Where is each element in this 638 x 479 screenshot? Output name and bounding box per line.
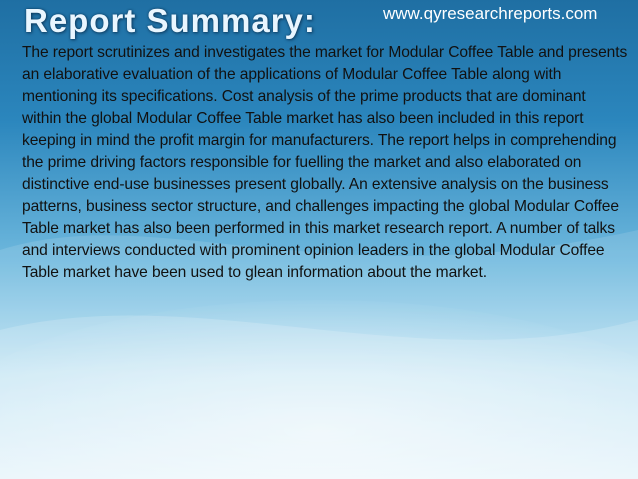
slide-title: Report Summary: <box>24 2 316 39</box>
website-url: www.qyresearchreports.com <box>383 4 598 23</box>
report-summary-text: The report scrutinizes and investigates the market for Modular Coffee Table and presents an elaborative evaluation of the applications of Modular Coffee Table along with mentioning its specifications. Cost analysis of the prime products that are dominant within the global Modular Coffee Table market has also been included in this report keeping in mind the profit margin for manufacturers. The report helps in comprehending the prime driving factors responsible for fuelling the market and also elaborated on distinctive end-use businesses present globally. An extensive analysis on the business patterns, business sector structure, and challenges impacting the global Modular Coffee Table market has also been performed in this market research report. A number of talks and interviews conducted with prominent opinion leaders in the global Modular Coffee Table market have been used to glean information about the market. <box>22 44 628 281</box>
